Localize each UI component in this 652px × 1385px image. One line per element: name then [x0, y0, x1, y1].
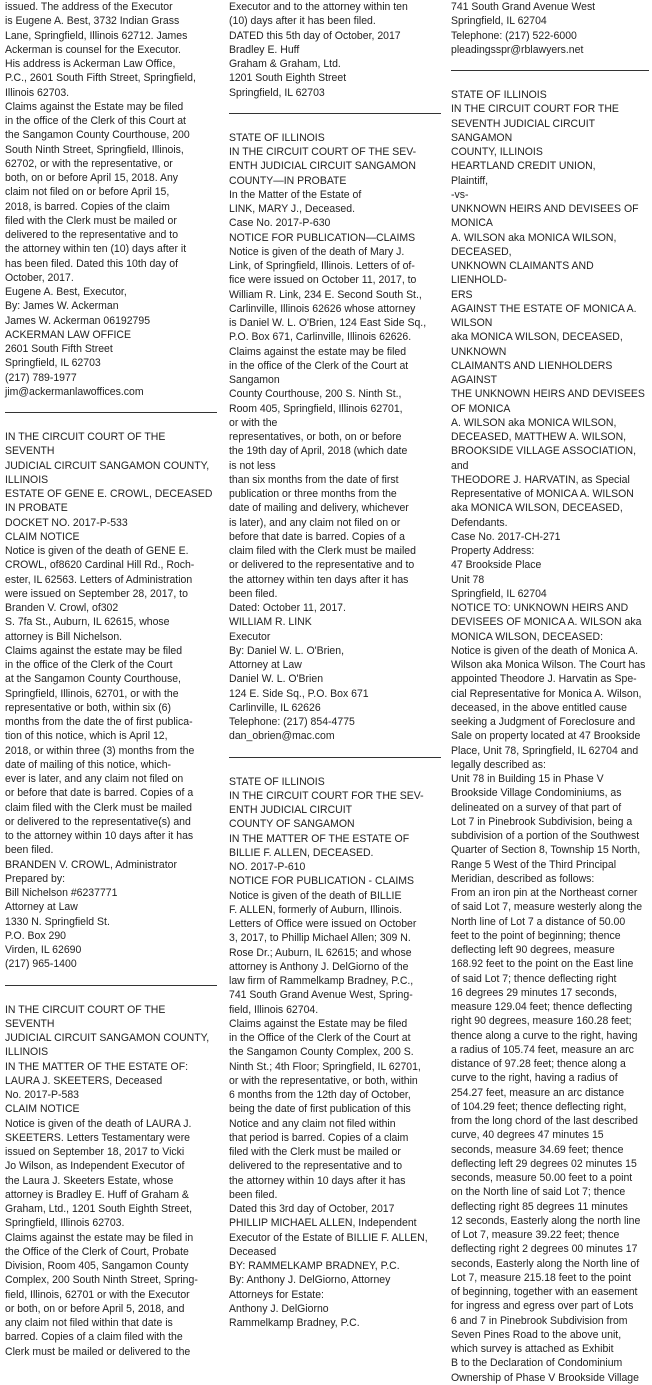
- notice-line: Executor and to the attorney within ten: [229, 1, 408, 13]
- notice-line: HEARTLAND CREDIT UNION,: [451, 160, 596, 173]
- notice-line: Springfield, Illinois 62703.: [5, 1217, 125, 1230]
- notice-line: to the attorney within 10 days after it has: [5, 830, 194, 842]
- notice-line: WILSON: [451, 317, 493, 329]
- notice-line: subdivision of a portion of the Southwest: [451, 830, 640, 842]
- notice-line: STATE OF ILLINOIS: [229, 131, 325, 144]
- notice-line: SKEETERS. Letters Testamentary were: [5, 1131, 191, 1144]
- notice-line: Graham & Graham, Ltd.: [229, 58, 341, 70]
- notice-line: Meridian, described as follows:: [451, 872, 595, 885]
- legal-notice: [451, 0, 649, 57]
- notice-line: Claims against the estate may be filed in: [5, 1231, 194, 1244]
- notice-line: or with the representative, or both, within: [229, 1074, 418, 1087]
- notice-line: IN THE CIRCUIT COURT OF THE SEV-: [229, 146, 417, 158]
- notice-line: A. WILSON aka MONICA WILSON,: [451, 416, 617, 429]
- notice-line: AGAINST THE ESTATE OF MONICA A.: [451, 302, 637, 315]
- notice-line: ENTH JUDICIAL CIRCUIT SANGAMON: [229, 160, 416, 173]
- notice-line: (217) 789-1977: [5, 371, 77, 384]
- notice-line: Clerk must be mailed or delivered to the: [5, 1345, 191, 1358]
- notice-line: STATE OF ILLINOIS: [229, 775, 325, 788]
- notice-line: DECEASED, MATTHEW A. WILSON,: [451, 431, 627, 443]
- legal-notice: [229, 131, 441, 744]
- notice-line: Unit 78: [451, 573, 485, 586]
- notice-line: Defendants.: [451, 516, 508, 529]
- notice-line: 168.92 feet to the point on the East line: [451, 958, 634, 971]
- notice-line: curve, 40 degrees 47 minutes 15: [451, 1129, 604, 1142]
- notice-line: ESTATE OF GENE E. CROWL, DECEASED: [5, 488, 213, 500]
- notice-line: before that date is barred. Copies of a: [229, 530, 405, 543]
- notice-line: seeking a Judgment of Foreclosure and: [451, 716, 636, 728]
- notice-line: Bradley E. Huff: [229, 43, 300, 56]
- notice-line: IN THE CIRCUIT COURT FOR THE: [451, 103, 619, 116]
- notice-line: a radius of 105.74 feet, measure an arc: [451, 1043, 634, 1056]
- notice-line: Quarter of Section 8, Township 15 North,: [451, 844, 641, 857]
- notice-line: Attorneys for Estate:: [229, 1288, 324, 1301]
- notice-line: aka MONICA WILSON, DECEASED,: [451, 331, 623, 344]
- notice-line: the 19th day of April, 2018 (which date: [229, 445, 408, 458]
- notice-line: seconds, measure 34.69 feet; thence: [451, 1143, 624, 1156]
- notice-line: of Lot 7, measure 39.22 feet; thence: [451, 1229, 620, 1241]
- notice-line: Lot 7, measure 215.18 feet to the point: [451, 1271, 632, 1284]
- column-1: [5, 0, 217, 1358]
- notice-line: cial Representative for Monica A. Wilson,: [451, 687, 642, 700]
- notice-line: is later), and any claim not filed on or: [229, 516, 401, 529]
- notice-line: Claims against the Estate may be filed: [229, 1017, 408, 1030]
- notice-line: the Office of the Clerk of Court, Probate: [5, 1245, 189, 1258]
- notice-line: MONICA WILSON, DECEASED:: [451, 630, 603, 643]
- notice-line: the attorney within ten (10) days after it: [5, 243, 187, 256]
- notice-line: Rose Dr.; Auburn, IL 62615; and whose: [229, 946, 412, 959]
- notice-line: IN THE MATTER OF THE ESTATE OF:: [5, 1060, 189, 1073]
- notice-line: in the office of the Clerk of the Court: [5, 659, 173, 671]
- notice-line: jim@ackermanlawoffices.com: [5, 385, 144, 398]
- notice-line: being the date of first publication of this: [229, 1103, 411, 1116]
- notice-line: law firm of Rammelkamp Bradney, P.C.,: [229, 975, 414, 987]
- notice-line: LINK, MARY J., Deceased.: [229, 203, 356, 215]
- notice-line: Representative of MONICA A. WILSON: [451, 488, 634, 500]
- notice-line: seconds, Easterly along the North line of: [451, 1257, 640, 1270]
- notice-line: NO. 2017-P-610: [229, 861, 306, 873]
- notice-line: publication or three months from the: [229, 488, 397, 500]
- notice-line: attorney is Anthony J. DelGiorno of the: [229, 960, 409, 973]
- notice-line: ENTH JUDICIAL CIRCUIT: [229, 804, 353, 816]
- notice-line: claim filed with the Clerk must be mailed: [229, 545, 416, 557]
- notice-line: Attorney at Law: [229, 659, 302, 671]
- legal-notice: [5, 430, 217, 972]
- notice-line: Daniel W. L. O'Brien: [229, 673, 324, 686]
- notice-line: delineated on a survey of that part of: [451, 801, 622, 814]
- notice-line: Notice and any claim not filed within: [229, 1117, 396, 1130]
- notice-line: (10) days after it has been filed.: [229, 15, 376, 28]
- notice-line: Branden V. Crowl, of302: [5, 602, 119, 614]
- notice-line: By: Daniel W. L. O'Brien,: [229, 644, 344, 657]
- notice-line: F. ALLEN, formerly of Auburn, Illinois.: [229, 903, 402, 916]
- notice-line: barred. Copies of a claim filed with the: [5, 1331, 183, 1344]
- notice-line: Springfield, IL 62704: [451, 15, 547, 28]
- notice-line: which survey is attached as Exhibit: [451, 1343, 614, 1355]
- notice-line: or with the: [229, 416, 278, 429]
- notice-line: In the Matter of the Estate of: [229, 188, 362, 201]
- notice-line: JUDICIAL CIRCUIT SANGAMON COUNTY,: [5, 459, 210, 472]
- notice-line: DEVISEES OF MONICA A. WILSON aka: [451, 616, 642, 629]
- notice-line: issued on September 18, 2017 to Vicki: [5, 1146, 185, 1158]
- notice-line: CROWL, of8620 Cardinal Hill Rd., Roch-: [5, 559, 195, 572]
- notice-line: 6 and 7 in Pinebrook Subdivision from: [451, 1314, 628, 1327]
- notice-line: Springfield, Illinois, 62701, or with the: [5, 687, 179, 700]
- notice-line: S. 7fa St., Auburn, IL 62615, whose: [5, 616, 170, 629]
- notice-line: claim filed with the Clerk must be mailed: [5, 801, 192, 814]
- notice-line: Room 405, Springfield, Illinois 62701,: [229, 402, 403, 415]
- notice-line: feet to the point of beginning; thence: [451, 929, 621, 942]
- notice-line: 254.27 feet, measure an arc distance: [451, 1086, 625, 1099]
- notice-line: By: Anthony J. DelGiorno, Attorney: [229, 1274, 391, 1287]
- notice-line: in the office of the Clerk of this Court at: [5, 115, 186, 127]
- notice-line: or delivered to the representative(s) and: [5, 815, 191, 828]
- notice-line: fice were issued on October 11, 2017, to: [229, 274, 417, 287]
- notice-line: Link, of Springfield, Illinois. Letters of of-: [229, 260, 415, 272]
- notice-line: Notice is given of the death of BILLIE: [229, 889, 402, 902]
- notice-line: UNKNOWN CLAIMANTS AND LIENHOLD-: [451, 260, 594, 287]
- notice-line: IN THE CIRCUIT COURT OF THE SEVENTH: [5, 431, 166, 458]
- notice-line: is Daniel W. L. O'Brien, 124 East Side Sq.,: [229, 317, 427, 329]
- notice-line: 47 Brookside Place: [451, 559, 542, 572]
- notice-line: Carlinville, Illinois 62626 whose attorney: [229, 302, 416, 315]
- notice-line: October, 2017.: [5, 271, 74, 284]
- notice-line: CLAIM NOTICE: [5, 530, 80, 543]
- notice-line: Carlinville, IL 62626: [229, 701, 321, 714]
- notice-line: Place, Unit 78, Springfield, IL 62704 and: [451, 744, 639, 757]
- notice-line: Notice is given of the death of LAURA J.: [5, 1117, 192, 1130]
- notice-line: 1330 N. Springfield St.: [5, 915, 110, 928]
- notice-line: Telephone: (217) 522-6000: [451, 29, 577, 42]
- notice-line: Anthony J. DelGiorno: [229, 1302, 329, 1315]
- notice-line: claim not filed on or before April 15,: [5, 186, 170, 199]
- notice-line: deflecting right 85 degrees 11 minutes: [451, 1200, 628, 1213]
- notice-line: months from the date the of first publica-: [5, 716, 193, 728]
- notice-line: than six months from the date of first: [229, 473, 399, 486]
- notice-line: 741 South Grand Avenue West, Spring-: [229, 989, 413, 1002]
- notice-line: BROOKSIDE VILLAGE ASSOCIATION, and: [451, 445, 637, 472]
- notice-line: in the office of the Clerk of the Court at: [229, 359, 409, 372]
- notice-line: pleadingsspr@rblawyers.net: [451, 43, 584, 56]
- notice-line: IN THE CIRCUIT COURT FOR THE SEV-: [229, 789, 424, 802]
- notice-line: COUNTY—IN PROBATE: [229, 174, 347, 187]
- notice-line: Springfield, IL 62703: [229, 86, 325, 99]
- notice-line: -vs-: [451, 188, 469, 201]
- notice-line: James W. Ackerman 06192795: [5, 314, 151, 327]
- notice-line: in the Office of the Clerk of the Court at: [229, 1032, 411, 1044]
- notice-line: OF MONICA: [451, 402, 511, 415]
- notice-line: County Courthouse, 200 S. Ninth St.,: [229, 388, 402, 401]
- notice-line: of said Lot 7; thence deflecting right: [451, 972, 617, 985]
- notice-divider: [229, 113, 441, 114]
- notice-line: of beginning, together with an easement: [451, 1286, 638, 1298]
- notice-line: dan_obrien@mac.com: [229, 730, 335, 743]
- notice-line: or both, on or before April 5, 2018, and: [5, 1302, 185, 1315]
- notice-line: LAURA J. SKEETERS, Deceased: [5, 1074, 163, 1087]
- notice-line: THE UNKNOWN HEIRS AND DEVISEES: [451, 388, 645, 401]
- notice-line: representative or both, within six (6): [5, 701, 172, 714]
- notice-line: SEVENTH JUDICIAL CIRCUIT SANGAMON: [451, 117, 595, 144]
- notice-line: Jo Wilson, as Independent Executor of: [5, 1160, 185, 1173]
- notice-line: 2601 South Fifth Street: [5, 343, 113, 355]
- notice-line: Bill Nichelson #6237771: [5, 887, 118, 899]
- notice-line: ever is later, and any claim not filed on: [5, 773, 184, 785]
- notice-line: Claims against the estate may be filed: [5, 644, 183, 657]
- notice-line: Claims against the Estate may be filed: [5, 100, 184, 113]
- notice-line: North line of Lot 7 a distance of 50.00: [451, 915, 626, 928]
- notice-line: Case No. 2017-P-630: [229, 217, 331, 230]
- notice-line: delivered to the representative and to: [5, 229, 179, 241]
- notice-line: Lane, Springfield, Illinois 62712. James: [5, 29, 188, 42]
- notice-line: 741 South Grand Avenue West: [451, 1, 596, 13]
- notice-line: MONICA: [451, 217, 493, 230]
- notice-line: ILLINOIS: [5, 1046, 49, 1059]
- notice-line: Dated: October 11, 2017.: [229, 602, 346, 614]
- notice-line: P.O. Box 290: [5, 929, 66, 942]
- notice-line: 3, 2017, to Phillip Michael Allen; 309 N.: [229, 932, 411, 945]
- notice-line: field, Illinois, 62701 or with the Executor: [5, 1288, 190, 1301]
- notice-line: Wilson aka Monica Wilson. The Court has: [451, 659, 646, 671]
- notice-line: DOCKET NO. 2017-P-533: [5, 516, 128, 529]
- notice-line: tion of this notice, which is April 12,: [5, 730, 168, 743]
- notice-line: Sangamon: [229, 374, 280, 386]
- notice-line: filed with the Clerk must be mailed or: [229, 1146, 401, 1158]
- notice-line: Springfield, IL 62704: [451, 587, 547, 600]
- legal-notice: [229, 0, 441, 100]
- notice-line: Ownership of Phase V Brookside Village: [451, 1371, 639, 1384]
- notice-line: field, Illinois 62704.: [229, 1003, 319, 1016]
- notice-line: Graham, Ltd., 1201 South Eighth Street,: [5, 1203, 193, 1215]
- notice-line: Prepared by:: [5, 872, 66, 885]
- notice-line: that period is barred. Copies of a claim: [229, 1131, 409, 1144]
- notice-line: William R. Link, 234 E. Second South St.,: [229, 288, 422, 301]
- notice-line: the attorney within 10 days after it has: [229, 1174, 406, 1187]
- notice-line: P.O. Box 671, Carlinville, Illinois 62626.: [229, 331, 412, 344]
- notice-line: of said Lot 7, measure westerly along the: [451, 901, 643, 914]
- notice-line: WILLIAM R. LINK: [229, 616, 312, 629]
- notice-line: Unit 78 in Building 15 in Phase V: [451, 773, 604, 785]
- notice-line: appointed Theodore J. Harvatin as Spe-: [451, 673, 637, 686]
- notice-line: Executor: [229, 630, 271, 643]
- notice-line: measure 129.04 feet; thence deflecting: [451, 1001, 633, 1013]
- notice-line: IN THE CIRCUIT COURT OF THE SEVENTH: [5, 1003, 166, 1030]
- notice-line: ACKERMAN LAW OFFICE: [5, 328, 131, 341]
- notice-line: from the long chord of the last described: [451, 1115, 638, 1127]
- notice-line: or delivered to the representative and to: [229, 559, 415, 572]
- notice-line: 1201 South Eighth Street: [229, 72, 347, 85]
- notice-line: for ingress and egress over part of Lots: [451, 1300, 634, 1313]
- notice-line: the attorney within ten days after it has: [229, 573, 409, 586]
- notice-line: IN PROBATE: [5, 502, 68, 515]
- notice-line: JUDICIAL CIRCUIT SANGAMON COUNTY,: [5, 1032, 210, 1044]
- notice-line: His address is Ackerman Law Office,: [5, 58, 176, 70]
- notice-line: NOTICE TO: UNKNOWN HEIRS AND: [451, 602, 629, 614]
- notice-line: deflecting right 2 degrees 00 minutes 17: [451, 1243, 638, 1256]
- notice-line: been filed.: [229, 1188, 278, 1201]
- notice-line: No. 2017-P-583: [5, 1089, 79, 1101]
- notice-line: on the North line of said Lot 7; thence: [451, 1186, 626, 1199]
- notice-line: both, on or before April 15, 2018. Any: [5, 172, 179, 184]
- notice-line: DATED this 5th day of October, 2017: [229, 29, 401, 42]
- legal-notice: [5, 0, 217, 399]
- notice-line: Seven Pines Road to the above unit,: [451, 1328, 622, 1341]
- notice-line: been filed.: [229, 587, 278, 600]
- notice-line: the Laura J. Skeeters Estate, whose: [5, 1174, 174, 1187]
- notice-line: 16 degrees 29 minutes 17 seconds,: [451, 986, 618, 999]
- notice-line: (217) 965-1400: [5, 958, 77, 971]
- notice-line: ERS: [451, 288, 473, 301]
- notice-line: 62702, or with the representative, or: [5, 157, 173, 170]
- notice-line: filed with the Clerk must be mailed or: [5, 214, 177, 227]
- notice-line: is Eugene A. Best, 3732 Indian Grass: [5, 15, 180, 28]
- notice-line: deceased, in the above entitled cause: [451, 701, 627, 714]
- notice-line: From an iron pin at the Northeast corner: [451, 887, 638, 899]
- notice-divider: [451, 70, 649, 71]
- notice-line: Complex, 200 South Ninth Street, Spring-: [5, 1274, 198, 1287]
- notice-line: Springfield, IL 62703: [5, 357, 101, 370]
- notice-line: 2018, is barred. Copies of the claim: [5, 200, 170, 213]
- notice-line: the Sangamon County Complex, 200 S.: [229, 1046, 414, 1059]
- notice-line: Plaintiff,: [451, 174, 489, 187]
- notice-line: Claims against the estate may be filed: [229, 345, 407, 358]
- notice-line: Property Address:: [451, 545, 535, 557]
- notice-line: Division, Room 405, Sangamon County: [5, 1260, 189, 1272]
- notice-line: IN THE MATTER OF THE ESTATE OF: [229, 832, 410, 845]
- notice-line: Notice is given of the death of Monica A.: [451, 644, 639, 657]
- notice-line: date of mailing of this notice, which-: [5, 758, 172, 771]
- notice-line: Virden, IL 62690: [5, 944, 82, 956]
- notice-line: PHILLIP MICHAEL ALLEN, Independent: [229, 1217, 417, 1230]
- notice-line: Deceased: [229, 1245, 277, 1258]
- notice-line: NOTICE FOR PUBLICATION - CLAIMS: [229, 875, 414, 888]
- notice-line: 2018, or within three (3) months from the: [5, 744, 195, 757]
- notice-line: delivered to the representative and to: [229, 1160, 403, 1173]
- notice-line: COUNTY, ILLINOIS: [451, 146, 543, 158]
- notice-line: THEODORE J. HARVATIN, as Special: [451, 473, 630, 486]
- notice-line: P.C., 2601 South Fifth Street, Springfield,: [5, 72, 196, 85]
- notice-line: NOTICE FOR PUBLICATION—CLAIMS: [229, 231, 416, 244]
- notice-line: By: James W. Ackerman: [5, 300, 119, 313]
- notice-line: the Sangamon County Courthouse, 200: [5, 129, 190, 142]
- notice-line: is not less: [229, 459, 276, 472]
- notice-line: were issued on September 28, 2017, to: [5, 587, 188, 600]
- notice-line: Range 5 West of the Third Principal: [451, 858, 617, 871]
- notice-line: deflecting left 29 degrees 02 minutes 15: [451, 1157, 637, 1170]
- notice-line: or before that date is barred. Copies of a: [5, 787, 194, 800]
- notice-line: right 90 degrees, measure 160.28 feet;: [451, 1015, 632, 1028]
- notice-line: Attorney at Law: [5, 901, 78, 914]
- notice-line: B to the Declaration of Condominium: [451, 1357, 623, 1370]
- notice-divider: [5, 985, 217, 986]
- notice-line: curve to the right, having a radius of: [451, 1072, 618, 1085]
- notice-line: Case No. 2017-CH-271: [451, 530, 561, 543]
- notice-line: Rammelkamp Bradney, P.C.: [229, 1317, 360, 1329]
- notice-line: 12 seconds, Easterly along the north line: [451, 1214, 641, 1227]
- legal-notice: [451, 88, 649, 1385]
- notice-line: Brookside Village Condominiums, as: [451, 787, 622, 800]
- notice-line: STATE OF ILLINOIS: [451, 89, 547, 101]
- notice-line: seconds, measure 50.00 feet to a point: [451, 1172, 633, 1184]
- legal-notice: [229, 775, 441, 1331]
- notice-line: Sale on property located at 47 Brookside: [451, 730, 641, 743]
- notice-line: Letters of Office were issued on October: [229, 918, 417, 930]
- notice-line: BRANDEN V. CROWL, Administrator: [5, 858, 177, 871]
- notice-line: 6 months from the 12th day of October,: [229, 1089, 411, 1101]
- notice-line: Eugene A. Best, Executor,: [5, 286, 127, 298]
- column-3: [451, 0, 649, 1384]
- notice-line: CLAIM NOTICE: [5, 1103, 80, 1116]
- notice-line: A. WILSON aka MONICA WILSON,: [451, 231, 617, 244]
- notice-line: attorney is Bradley E. Huff of Graham &: [5, 1188, 189, 1201]
- notice-line: ester, IL 62563. Letters of Administration: [5, 573, 193, 586]
- notice-line: Executor of the Estate of BILLIE F. ALLEN,: [229, 1231, 428, 1244]
- notice-line: 124 E. Side Sq., P.O. Box 671: [229, 687, 369, 700]
- notice-line: Telephone: (217) 854-4775: [229, 716, 355, 728]
- notice-line: UNKNOWN: [451, 345, 507, 358]
- notice-line: attorney is Bill Nichelson.: [5, 630, 123, 643]
- notice-line: any claim not filed within that date is: [5, 1317, 173, 1329]
- notice-line: distance of 97.28 feet; thence along a: [451, 1058, 626, 1070]
- notice-line: South Ninth Street, Springfield, Illinois,: [5, 143, 184, 156]
- notice-line: CLAIMANTS AND LIENHOLDERS AGAINST: [451, 359, 613, 386]
- notice-line: thence along a curve to the right, having: [451, 1029, 638, 1042]
- notice-line: legally described as:: [451, 758, 546, 771]
- notice-line: aka MONICA WILSON, DECEASED,: [451, 502, 623, 515]
- notice-line: of 104.29 feet; thence deflecting right,: [451, 1100, 627, 1113]
- notice-line: DECEASED,: [451, 245, 512, 258]
- notice-line: Notice is given of the death of GENE E.: [5, 545, 189, 557]
- notice-line: Ackerman is counsel for the Executor.: [5, 43, 181, 56]
- notice-line: BILLIE F. ALLEN, DECEASED.: [229, 846, 374, 859]
- notice-line: at the Sangamon County Courthouse,: [5, 673, 181, 686]
- legal-notice: [5, 1003, 217, 1359]
- notice-line: ILLINOIS: [5, 473, 49, 486]
- notice-line: COUNTY OF SANGAMON: [229, 818, 355, 831]
- notice-line: Dated this 3rd day of October, 2017: [229, 1203, 395, 1215]
- notice-line: representatives, or both, on or before: [229, 431, 402, 443]
- notice-line: UNKNOWN HEIRS AND DEVISEES OF: [451, 203, 639, 215]
- column-2: [229, 0, 441, 1352]
- notice-line: has been filed. Dated this 10th day of: [5, 257, 179, 270]
- notice-line: Lot 7 in Pinebrook Subdivision, being a: [451, 815, 633, 828]
- notice-line: Notice is given of the death of Mary J.: [229, 245, 405, 258]
- notice-line: Ninth St.; 4th Floor; Springfield, IL 62701,: [229, 1060, 421, 1073]
- notice-line: date of mailing and delivery, whichever: [229, 502, 409, 515]
- notice-line: Illinois 62703.: [5, 86, 70, 99]
- notice-line: BY: RAMMELKAMP BRADNEY, P.C.: [229, 1260, 400, 1272]
- notice-divider: [229, 757, 441, 758]
- notice-divider: [5, 412, 217, 413]
- notice-line: issued. The address of the Executor: [5, 1, 173, 13]
- notice-line: been filed.: [5, 844, 54, 857]
- notice-line: deflecting left 90 degrees, measure: [451, 944, 615, 956]
